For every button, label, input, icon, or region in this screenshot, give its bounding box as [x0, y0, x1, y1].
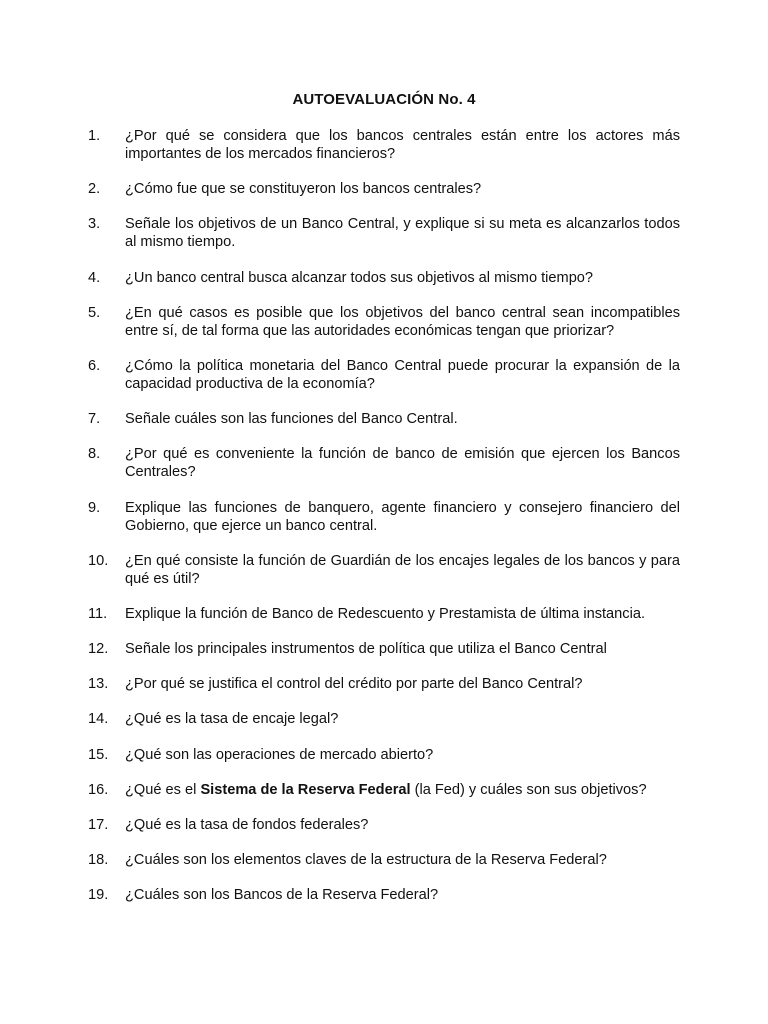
question-item [88, 499, 680, 535]
question-text: Señale los objetivos de un Banco Central, y explique si su meta es alcanzarlos todos al mismo tiempo. [125, 216, 680, 251]
question-number: 2. [88, 181, 101, 198]
question-number: 6. [88, 357, 101, 374]
question-item [88, 445, 680, 481]
question-item [88, 851, 680, 869]
question-text: ¿Por qué es conveniente la función de banco de emisión que ejercen los Bancos Centrales? [125, 446, 680, 481]
question-item [88, 357, 680, 393]
question-number: 14. [88, 711, 109, 728]
question-number: 5. [88, 304, 101, 321]
question-text: Señale cuáles son las funciones del Banco Central. [125, 411, 458, 428]
question-text: Explique las funciones de banquero, agente financiero y consejero financiero del Gobierno, que ejerce un banco central. [125, 499, 680, 534]
question-text: ¿Cuáles son los Bancos de la Reserva Federal? [125, 887, 439, 904]
question-item [88, 675, 680, 693]
question-item [88, 410, 680, 428]
question-item [88, 746, 680, 764]
question-text [125, 781, 680, 799]
question-item [88, 215, 680, 251]
question-list [88, 127, 680, 922]
question-text: Señale los principales instrumentos de política que utiliza el Banco Central [125, 641, 607, 658]
question-text: ¿En qué consiste la función de Guardián de los encajes legales de los bancos y para qué es útil? [125, 552, 680, 587]
question-text: ¿Un banco central busca alcanzar todos sus objetivos al mismo tiempo? [125, 269, 594, 286]
question-item [88, 781, 680, 799]
question-number: 8. [88, 446, 101, 463]
question-text: ¿Qué es la tasa de encaje legal? [125, 711, 339, 728]
question-item [88, 127, 680, 163]
question-number: 13. [88, 676, 109, 693]
question-item [88, 552, 680, 588]
question-text: Explique la función de Banco de Redescuento y Prestamista de última instancia. [125, 605, 646, 622]
question-number: 4. [88, 269, 101, 286]
question-number: 18. [88, 852, 109, 869]
question-text: ¿En qué casos es posible que los objetivos del banco central sean incompatibles entre sí, de tal forma que las autoridades económicas tengan que priorizar? [125, 304, 680, 339]
question-number: 19. [88, 887, 109, 904]
question-item [88, 886, 680, 904]
question-number: 17. [88, 817, 109, 833]
question-item [88, 605, 680, 623]
question-number: 7. [88, 411, 101, 428]
question-text: ¿Cómo la política monetaria del Banco Central puede procurar la expansión de la capacidad productiva de la economía? [125, 357, 680, 392]
question-number: 1. [88, 128, 101, 144]
question-text: ¿Cuáles son los elementos claves de la estructura de la Reserva Federal? [125, 852, 607, 869]
question-number: 12. [88, 641, 109, 658]
question-text: ¿Cómo fue que se constituyeron los bancos centrales? [125, 181, 482, 198]
question-text-after: (la Fed) y cuáles son sus objetivos? [410, 781, 647, 798]
document-title: AUTOEVALUACIÓN No. 4 [292, 91, 476, 108]
question-number: 16. [88, 781, 109, 798]
question-text: ¿Qué es la tasa de fondos federales? [125, 817, 369, 833]
question-item [88, 304, 680, 340]
question-item [88, 816, 680, 834]
question-text: ¿Por qué se justifica el control del crédito por parte del Banco Central? [125, 676, 583, 693]
question-item [88, 269, 680, 287]
question-item [88, 180, 680, 198]
question-number: 3. [88, 216, 101, 233]
question-text: ¿Qué son las operaciones de mercado abierto? [125, 746, 434, 763]
question-number: 15. [88, 746, 109, 763]
question-number: 11. [88, 605, 108, 622]
question-item [88, 710, 680, 728]
question-item [88, 640, 680, 658]
question-text-bold: Sistema de la Reserva Federal [200, 781, 411, 798]
question-number: 10. [88, 552, 109, 569]
question-number: 9. [88, 499, 101, 516]
question-text-before: ¿Qué es el [125, 781, 201, 798]
question-text: ¿Por qué se considera que los bancos centrales están entre los actores más importantes de los mercados financieros? [125, 128, 680, 162]
